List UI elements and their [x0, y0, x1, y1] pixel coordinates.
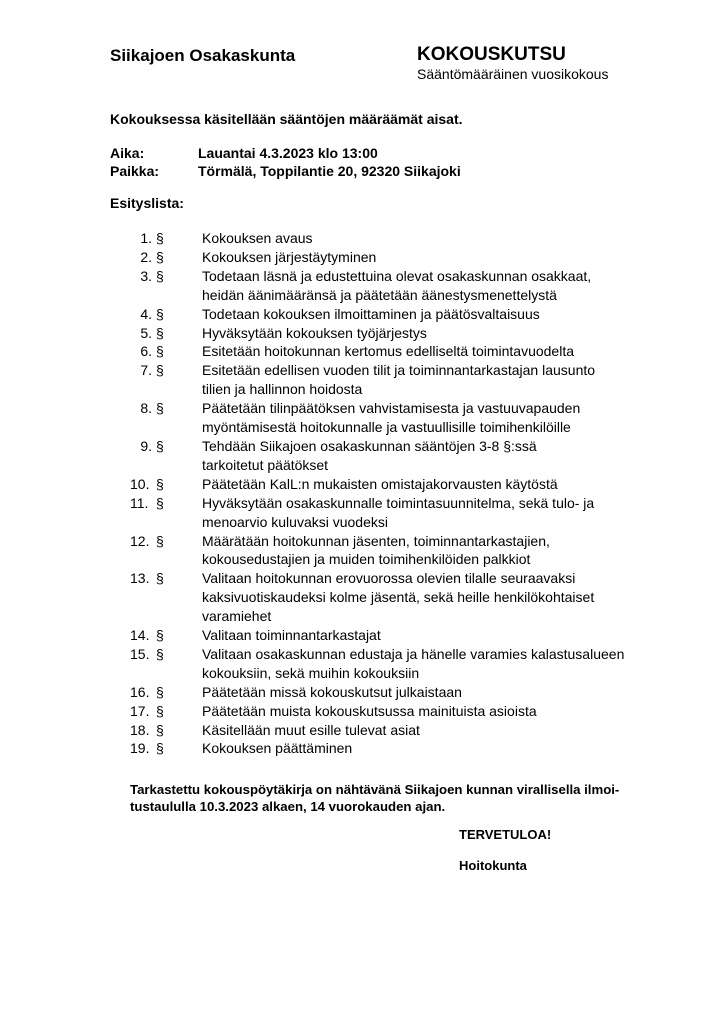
- agenda-item: [130, 702, 650, 721]
- agenda-item-text: Päätetään muista kokouskutsussa mainituista asioista: [202, 702, 537, 719]
- agenda-item-number: 11.: [130, 494, 149, 511]
- agenda-item-text: Päätetään KalL:n mukaisten omistajakorvausten käytöstä: [202, 475, 558, 492]
- section-sign: §: [156, 437, 164, 454]
- agenda-item-text: Todetaan läsnä ja edustettuina olevat osakaskunnan osakkaat, heidän äänimääränsä ja päätetään äänestysmenettelystä: [202, 267, 592, 303]
- agenda-item-number: 4.: [140, 305, 152, 322]
- section-sign: §: [156, 532, 164, 549]
- section-sign: §: [156, 324, 164, 341]
- intro-text: Kokouksessa käsitellään sääntöjen määräämät aisat.: [110, 111, 463, 127]
- time-value: Lauantai 4.3.2023 klo 13:00: [198, 145, 378, 161]
- agenda-item-text: Kokouksen päättäminen: [202, 740, 353, 757]
- section-sign: §: [156, 362, 164, 379]
- document-subtitle: Sääntömääräinen vuosikokous: [417, 66, 609, 82]
- agenda-item-number: 7.: [140, 362, 152, 379]
- agenda-item-number: 2.: [140, 248, 152, 265]
- document-title: KOKOUSKUTSU: [417, 44, 566, 65]
- agenda-item-number: 5.: [140, 324, 152, 341]
- agenda-item: [130, 437, 650, 475]
- minutes-notice: Tarkastettu kokouspöytäkirja on nähtävänä Siikajoen kunnan virallisella ilmoi- tustaululla 10.3.2023 alkaen, 14 vuorokauden ajan.: [130, 782, 620, 814]
- section-sign: §: [156, 721, 164, 738]
- section-sign: §: [156, 740, 164, 757]
- agenda-item-text: Hyväksytään osakaskunnalle toimintasuunnitelma, sekä tulo- ja menoarvio kuluvaksi vuodeksi: [202, 494, 595, 530]
- signature: Hoitokunta: [459, 858, 527, 873]
- agenda-item: [130, 683, 650, 702]
- agenda-item: [130, 267, 650, 305]
- section-sign: §: [156, 305, 164, 322]
- agenda-item-text: Esitetään edellisen vuoden tilit ja toiminnantarkastajan lausunto tilien ja hallinnon hoidosta: [202, 362, 596, 398]
- agenda-item: [130, 739, 650, 758]
- agenda-item-text: Määrätään hoitokunnan jäsenten, toiminnantarkastajien, kokousedustajien ja muiden toimihenkilöiden palkkiot: [202, 532, 550, 568]
- place-label: Paikka:: [110, 163, 160, 179]
- agenda-item-text: Käsitellään muut esille tulevat asiat: [202, 721, 420, 738]
- agenda-item-text: Esitetään hoitokunnan kertomus edelliseltä toimintavuodelta: [202, 343, 575, 360]
- agenda-item: [130, 248, 650, 267]
- agenda-item: [130, 475, 650, 494]
- section-sign: §: [156, 702, 164, 719]
- agenda-item-number: 17.: [130, 702, 150, 719]
- agenda-item: [130, 645, 650, 683]
- section-sign: §: [156, 343, 164, 360]
- agenda-item-number: 16.: [130, 683, 150, 700]
- agenda-item-text: Valitaan toiminnantarkastajat: [202, 627, 381, 644]
- agenda-item: [130, 229, 650, 248]
- section-sign: §: [156, 230, 164, 246]
- agenda-item: [130, 361, 650, 399]
- agenda-item: [130, 342, 650, 361]
- agenda-item-number: 3.: [140, 267, 152, 284]
- agenda-item-text: Hyväksytään kokouksen työjärjestys: [202, 324, 427, 341]
- agenda-item: [130, 494, 650, 532]
- section-sign: §: [156, 494, 164, 511]
- section-sign: §: [156, 570, 164, 587]
- agenda-item-number: 12.: [130, 532, 150, 549]
- agenda-item: [130, 569, 650, 626]
- agenda-list: [130, 229, 650, 758]
- agenda-item-text: Valitaan hoitokunnan erovuorossa olevien tilalle seuraavaksi kaksivuotiskaudeksi kolme jäsentä, sekä heille henkilökohtaiset varamiehet: [202, 570, 595, 625]
- section-sign: §: [156, 248, 164, 265]
- agenda-item: [130, 626, 650, 645]
- agenda-item-text: Kokouksen avaus: [202, 230, 313, 246]
- section-sign: §: [156, 627, 164, 644]
- agenda-item-number: 6.: [140, 343, 152, 360]
- section-sign: §: [156, 475, 164, 492]
- agenda-heading: Esityslista:: [110, 195, 184, 211]
- agenda-item: [130, 399, 650, 437]
- place-value: Törmälä, Toppilantie 20, 92320 Siikajoki: [198, 163, 461, 179]
- agenda-item-number: 8.: [140, 400, 152, 417]
- organization-name: Siikajoen Osakaskunta: [110, 46, 296, 65]
- agenda-item-text: Päätetään tilinpäätöksen vahvistamisesta ja vastuuvapauden myöntämisestä hoitokunnalle ja vastuullisille toimihenkilöille: [202, 400, 581, 436]
- agenda-item-number: 10.: [130, 475, 150, 492]
- agenda-item-text: Päätetään missä kokouskutsut julkaistaan: [202, 683, 462, 700]
- agenda-item-number: 13.: [130, 570, 150, 587]
- agenda-item-text: Valitaan osakaskunnan edustaja ja hänelle varamies kalastusalueen kokouksiin, sekä muihin kokouksiin: [202, 645, 625, 681]
- section-sign: §: [156, 645, 164, 662]
- agenda-item: [130, 305, 650, 324]
- agenda-item-text: Todetaan kokouksen ilmoittaminen ja päätösvaltaisuus: [202, 305, 540, 322]
- welcome-text: TERVETULOA!: [459, 827, 552, 842]
- section-sign: §: [156, 400, 164, 417]
- agenda-item-text: Kokouksen järjestäytyminen: [202, 248, 377, 265]
- agenda-item-text: Tehdään Siikajoen osakaskunnan sääntöjen 3-8 §:ssä tarkoitetut päätökset: [202, 437, 537, 473]
- agenda-item-number: 1.: [140, 230, 152, 246]
- agenda-item: [130, 532, 650, 570]
- agenda-item-number: 15.: [130, 645, 150, 662]
- agenda-item: [130, 721, 650, 740]
- agenda-item: [130, 324, 650, 343]
- section-sign: §: [156, 683, 164, 700]
- time-label: Aika:: [110, 145, 145, 161]
- agenda-item-number: 14.: [130, 627, 150, 644]
- agenda-item-number: 19.: [130, 740, 150, 757]
- agenda-item-number: 9.: [140, 437, 152, 454]
- agenda-item-number: 18.: [130, 721, 150, 738]
- section-sign: §: [156, 267, 164, 284]
